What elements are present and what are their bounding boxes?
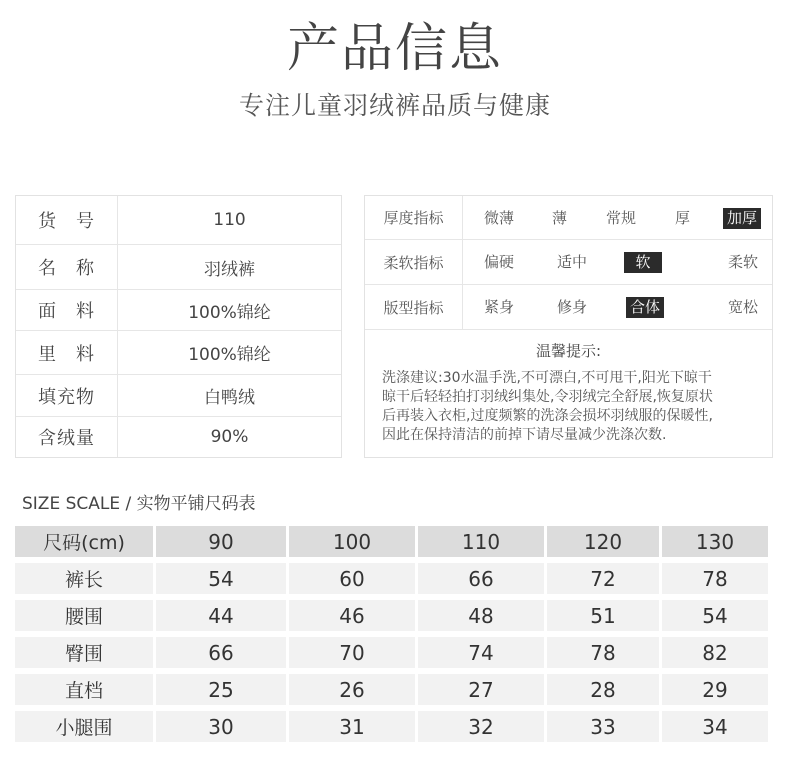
indicator-option-selected: 合体 — [626, 297, 664, 318]
table-cell: 70 — [289, 637, 415, 668]
table-cell: 82 — [662, 637, 768, 668]
indicator-label: 厚度指标 — [365, 196, 463, 239]
table-row — [15, 563, 773, 594]
tips-line: 晾干后轻轻拍打羽绒纠集处,令羽绒完全舒展,恢复原状 — [382, 389, 713, 405]
header-cell: 100 — [289, 526, 415, 557]
info-value: 白鸭绒 — [204, 388, 255, 408]
table-cell: 小腿围 — [15, 711, 153, 742]
info-label: 名 称 — [16, 245, 118, 289]
table-cell: 33 — [547, 711, 659, 742]
table-cell: 74 — [418, 637, 544, 668]
info-value: 100%锦纶 — [188, 345, 271, 365]
table-cell: 臀围 — [15, 637, 153, 668]
page-subtitle: 专注儿童羽绒裤品质与健康 — [238, 91, 551, 120]
indicator-option: 适中 — [557, 253, 588, 271]
table-cell: 46 — [289, 600, 415, 631]
table-cell: 31 — [289, 711, 415, 742]
indicator-panel — [364, 195, 773, 458]
table-cell: 44 — [156, 600, 286, 631]
table-cell: 51 — [547, 600, 659, 631]
info-row-lining — [16, 331, 341, 375]
indicator-row-softness — [365, 240, 772, 285]
header-cell: 130 — [662, 526, 768, 557]
table-cell: 72 — [547, 563, 659, 594]
table-cell: 48 — [418, 600, 544, 631]
indicator-option: 偏硬 — [484, 253, 515, 271]
info-label: 里 料 — [16, 331, 118, 374]
care-tips — [382, 369, 762, 445]
header-cell: 110 — [418, 526, 544, 557]
indicator-label: 柔软指标 — [365, 240, 463, 284]
table-cell: 25 — [156, 674, 286, 705]
indicator-option: 修身 — [557, 298, 588, 316]
info-row-fabric — [16, 290, 341, 331]
page-title: 产品信息 — [286, 19, 503, 79]
table-row — [15, 600, 773, 631]
info-label: 含绒量 — [16, 417, 118, 457]
tips-line: 因此在保持清洁的前掉下请尽量减少洗涤次数. — [382, 427, 667, 443]
indicator-option: 常规 — [606, 209, 637, 227]
table-cell: 66 — [418, 563, 544, 594]
info-label: 货 号 — [16, 196, 118, 244]
indicator-option: 紧身 — [484, 298, 515, 316]
tips-line: 后再装入衣柜,过度频繁的洗涤会损坏羽绒服的保暖性, — [382, 408, 713, 424]
table-cell: 54 — [662, 600, 768, 631]
header-cell: 90 — [156, 526, 286, 557]
size-scale-title: SIZE SCALE / 实物平铺尺码表 — [22, 494, 256, 514]
indicator-option: 薄 — [552, 209, 568, 227]
table-cell: 66 — [156, 637, 286, 668]
info-label: 面 料 — [16, 290, 118, 330]
table-cell: 78 — [662, 563, 768, 594]
table-cell: 28 — [547, 674, 659, 705]
table-cell: 34 — [662, 711, 768, 742]
table-cell: 29 — [662, 674, 768, 705]
table-cell: 腰围 — [15, 600, 153, 631]
indicator-option-selected: 软 — [624, 252, 662, 273]
info-label: 填充物 — [16, 375, 118, 416]
table-cell: 54 — [156, 563, 286, 594]
indicator-label: 版型指标 — [365, 285, 463, 329]
info-value: 100%锦纶 — [188, 302, 271, 323]
indicator-row-thickness — [365, 196, 772, 240]
indicator-option: 厚 — [675, 209, 691, 227]
table-cell: 直档 — [15, 674, 153, 705]
header-cell: 120 — [547, 526, 659, 557]
info-row-down-content — [16, 417, 341, 457]
indicator-option: 柔软 — [728, 253, 759, 271]
info-value: 羽绒裤 — [204, 259, 255, 280]
table-cell: 60 — [289, 563, 415, 594]
size-table-header — [15, 526, 773, 557]
table-cell: 27 — [418, 674, 544, 705]
info-value: 110 — [213, 210, 246, 230]
table-cell: 裤长 — [15, 563, 153, 594]
table-row — [15, 637, 773, 668]
table-cell: 78 — [547, 637, 659, 668]
table-cell: 26 — [289, 674, 415, 705]
indicator-option: 宽松 — [728, 298, 759, 316]
table-row — [15, 711, 773, 742]
info-row-item-no — [16, 196, 341, 245]
table-cell: 30 — [156, 711, 286, 742]
indicator-option: 微薄 — [484, 209, 515, 227]
header-cell: 尺码(cm) — [15, 526, 153, 557]
product-info-table — [15, 195, 342, 458]
table-cell: 32 — [418, 711, 544, 742]
tips-title: 温馨提示: — [535, 342, 602, 360]
table-row — [15, 674, 773, 705]
size-table — [15, 526, 773, 748]
info-row-filling — [16, 375, 341, 417]
tips-line: 洗涤建议:30水温手洗,不可漂白,不可甩干,阳光下晾干 — [382, 370, 712, 386]
indicator-row-fit — [365, 285, 772, 330]
info-value: 90% — [210, 427, 249, 447]
info-row-name — [16, 245, 341, 290]
indicator-option-selected: 加厚 — [723, 208, 761, 229]
